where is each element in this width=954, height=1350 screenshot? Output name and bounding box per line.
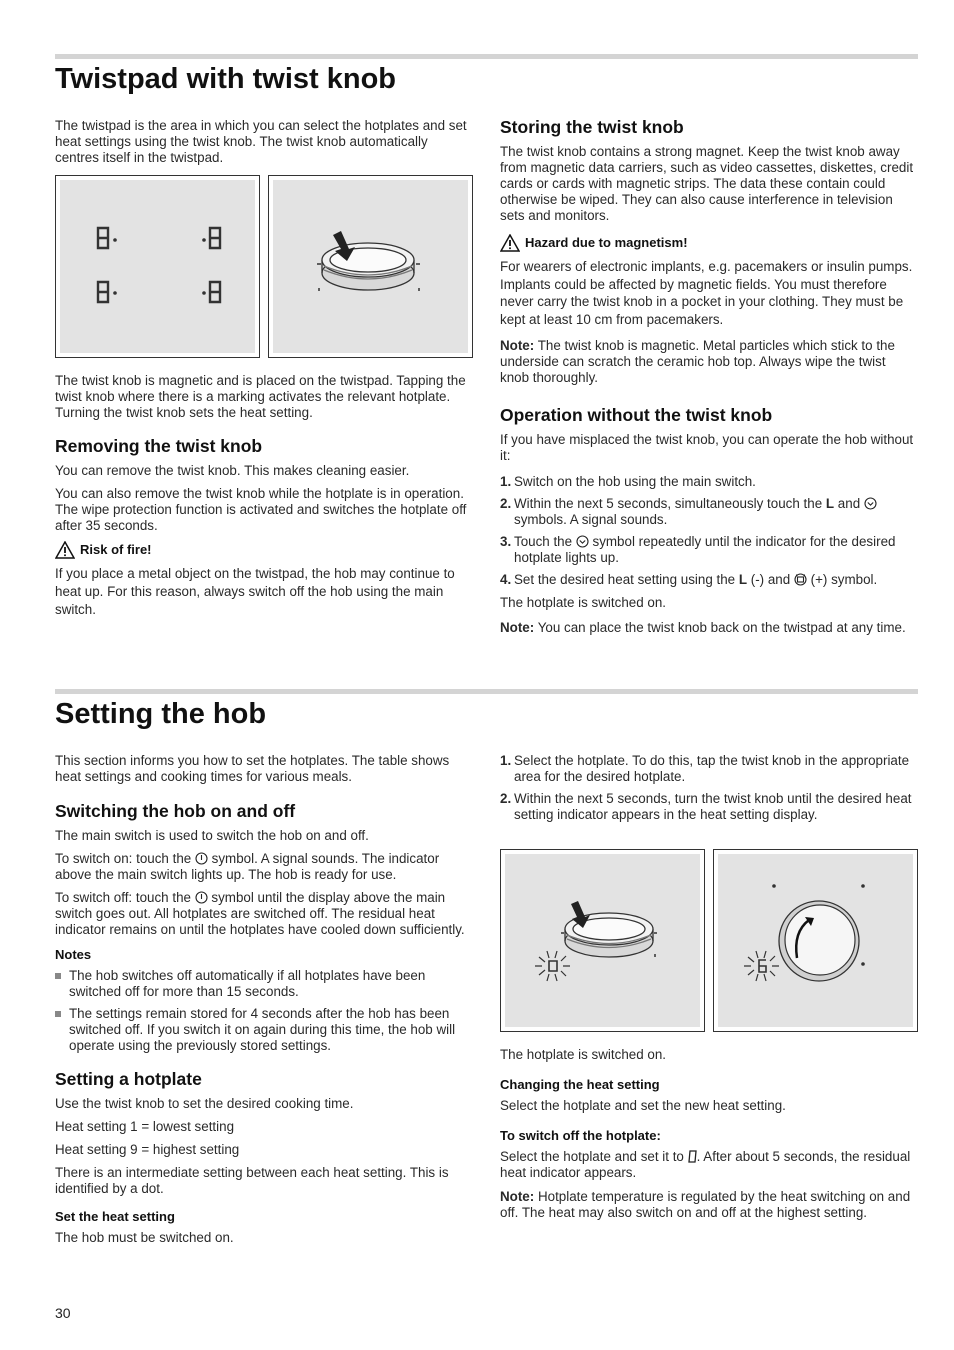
risk-of-fire-title: Risk of fire!: [80, 542, 152, 557]
section2-left-column: [55, 753, 473, 1253]
power-icon: [195, 852, 208, 865]
set-heat-text: The hob must be switched on.: [55, 1230, 234, 1245]
switching-heading: Switching the hob on and off: [55, 801, 296, 821]
digit-8-top-left: [98, 228, 108, 248]
set-heat-heading: Set the heat setting: [55, 1209, 175, 1224]
figure-turn-knob: [713, 849, 918, 1032]
page-number: 30: [55, 1305, 71, 1321]
changing-heading: Changing the heat setting: [500, 1077, 660, 1092]
hotplate-plus-icon: [794, 573, 807, 586]
digit-zero-icon: [688, 1150, 697, 1163]
operation-step: 1. Switch on the hob using the main switch.: [500, 474, 756, 489]
twist-knob-illustration: [273, 180, 468, 353]
digit-8-bottom-left: [98, 282, 108, 302]
operation-note: [500, 620, 918, 636]
section-title-twistpad: Twistpad with twist knob: [55, 63, 397, 95]
risk-of-fire-text: If you place a metal object on the twistpad, the hob may continue to heat up. For this reason, always switch off the hob using the main switch.: [55, 566, 455, 617]
switching-on: To switch on: touch the symbol. A signal sounds. The indicator above the main switch lights up. The hob is ready for use.: [55, 851, 440, 882]
hotplate-p4: There is an intermediate setting between each heat setting. This is identified by a dot.: [55, 1165, 449, 1196]
digit-8-top-right: [210, 228, 220, 248]
hotplate-p2: Heat setting 1 = lowest setting: [55, 1119, 235, 1134]
power-icon: [195, 891, 208, 904]
operation-step: 3. Touch the symbol repeatedly until the indicator for the desired hotplate lights up.: [500, 534, 896, 565]
clock-icon: [576, 535, 589, 548]
note-text: The twist knob is magnetic. Metal particles which stick to the underside can scratch the ceramic hob top. Always wipe the twist knob thoroughly.: [500, 338, 895, 385]
removing-heading: Removing the twist knob: [55, 436, 263, 456]
warning-triangle-icon: [500, 234, 520, 252]
clock-icon: [864, 497, 877, 510]
storing-heading: Storing the twist knob: [500, 117, 684, 137]
figure-twistpad-display: [55, 175, 260, 358]
twist-knob-description: The twist knob is magnetic and is placed on the twistpad. Tapping the twist knob where there is a marking activates the relevant hotplate. Turning the twist knob sets the heat setting.: [55, 373, 466, 420]
note-label: Note:: [500, 620, 535, 635]
changing-text: Select the hotplate and set the new heat setting.: [500, 1098, 786, 1113]
switching-off: To switch off: touch the symbol until the display above the main switch goes out. All hotplates are switched off. The residual heat indicator remains on until the hotplates have cooled down sufficiently.: [55, 890, 465, 937]
storing-p1: The twist knob contains a strong magnet. Keep the twist knob away from magnetic data carriers, such as video cassettes, diskettes, credit cards or cards with magnetic strips. The data these contain could otherwise be wiped. They can also cause interference in television sets and monitors.: [500, 144, 914, 223]
section-title-setting-hob: Setting the hob: [55, 698, 267, 730]
section1-left-column: [55, 118, 470, 173]
hotplate-note: [500, 1189, 918, 1221]
removing-p2: You can also remove the twist knob while the hotplate is in operation. The wipe protection function is activated and switches the hotplate off after 35 seconds.: [55, 486, 467, 533]
bullet-square-icon: [55, 1011, 61, 1017]
tap-knob-illustration: [505, 854, 700, 1027]
section2-right-column: [500, 753, 918, 830]
display-digits-illustration: [60, 180, 255, 353]
digit-8-bottom-right: [210, 282, 220, 302]
note-label: Note:: [500, 338, 535, 353]
operation-intro: If you have misplaced the twist knob, you can operate the hob without it:: [500, 432, 914, 463]
note-item: The settings remain stored for 4 seconds after the hob has been switched off. If you switch it on again during this time, the hob will operate using the previously stored settings.: [55, 1006, 473, 1054]
note-text: You can place the twist knob back on the twistpad at any time.: [537, 620, 906, 635]
hotplate-p1: Use the twist knob to set the desired cooking time.: [55, 1096, 354, 1111]
hotplate-p3: Heat setting 9 = highest setting: [55, 1142, 240, 1157]
hotplate-heading: Setting a hotplate: [55, 1069, 202, 1089]
section-rule: [55, 54, 918, 59]
twistpad-intro: The twistpad is the area in which you can select the hotplates and set heat settings using the twist knob. The twist knob automatically centres itself in the twistpad.: [55, 118, 467, 165]
removing-p1: You can remove the twist knob. This makes cleaning easier.: [55, 463, 410, 478]
magnetism-text: For wearers of electronic implants, e.g. pacemakers or insulin pumps. Implants could be affected by magnetic fields. You must therefore never carry the twist knob in a pocket in your clothing. They must be kept at least 10 cm from pacemakers.: [500, 259, 913, 327]
section1-right-column: [500, 116, 918, 643]
storing-note: [500, 338, 918, 386]
switching-p1: The main switch is used to switch the hob on and off.: [55, 828, 369, 843]
hotplate-steps: [500, 753, 918, 823]
note-label: Note:: [500, 1189, 535, 1204]
hotplate-result: The hotplate is switched on.: [500, 1047, 666, 1062]
turn-knob-illustration: [718, 854, 913, 1027]
bullet-square-icon: [55, 973, 61, 979]
switch-off-text: Select the hotplate and set it to . After about 5 seconds, the residual heat indicator appears.: [500, 1149, 911, 1180]
switch-off-heading: To switch off the hotplate:: [500, 1128, 661, 1143]
warning-triangle-icon: [55, 541, 75, 559]
figure-tap-knob: [500, 849, 705, 1032]
setting-hob-intro: This section informs you how to set the hotplates. The table shows heat settings and cooking times for various meals.: [55, 753, 450, 784]
section-rule: [55, 689, 918, 694]
operation-step: 4. Set the desired heat setting using the L (-) and (+) symbol.: [500, 572, 878, 587]
notes-list: [55, 968, 473, 1054]
figure-twist-knob: [268, 175, 473, 358]
hotplate-step: 2. Within the next 5 seconds, turn the twist knob until the desired heat setting indicator appears in the heat setting display.: [500, 791, 912, 822]
hotplate-step: 1. Select the hotplate. To do this, tap the twist knob in the appropriate area for the desired hotplate.: [500, 753, 910, 784]
magnetism-title: Hazard due to magnetism!: [525, 235, 688, 250]
section1-left-lower: [55, 373, 470, 626]
section2-right-lower: [500, 1047, 918, 1228]
magnetism-warning: [500, 234, 918, 252]
operation-result: The hotplate is switched on.: [500, 595, 666, 610]
note-text: Hotplate temperature is regulated by the heat switching on and off. The heat may also switch on and off at the highest setting.: [500, 1189, 911, 1220]
note-item: The hob switches off automatically if all hotplates have been switched off for more than 15 seconds.: [55, 968, 473, 1000]
operation-step: 2. Within the next 5 seconds, simultaneously touch the L and symbols. A signal sounds.: [500, 496, 918, 528]
operation-heading: Operation without the twist knob: [500, 405, 773, 425]
operation-steps: [500, 474, 918, 588]
risk-of-fire-warning: [55, 541, 470, 559]
notes-heading: Notes: [55, 947, 92, 962]
